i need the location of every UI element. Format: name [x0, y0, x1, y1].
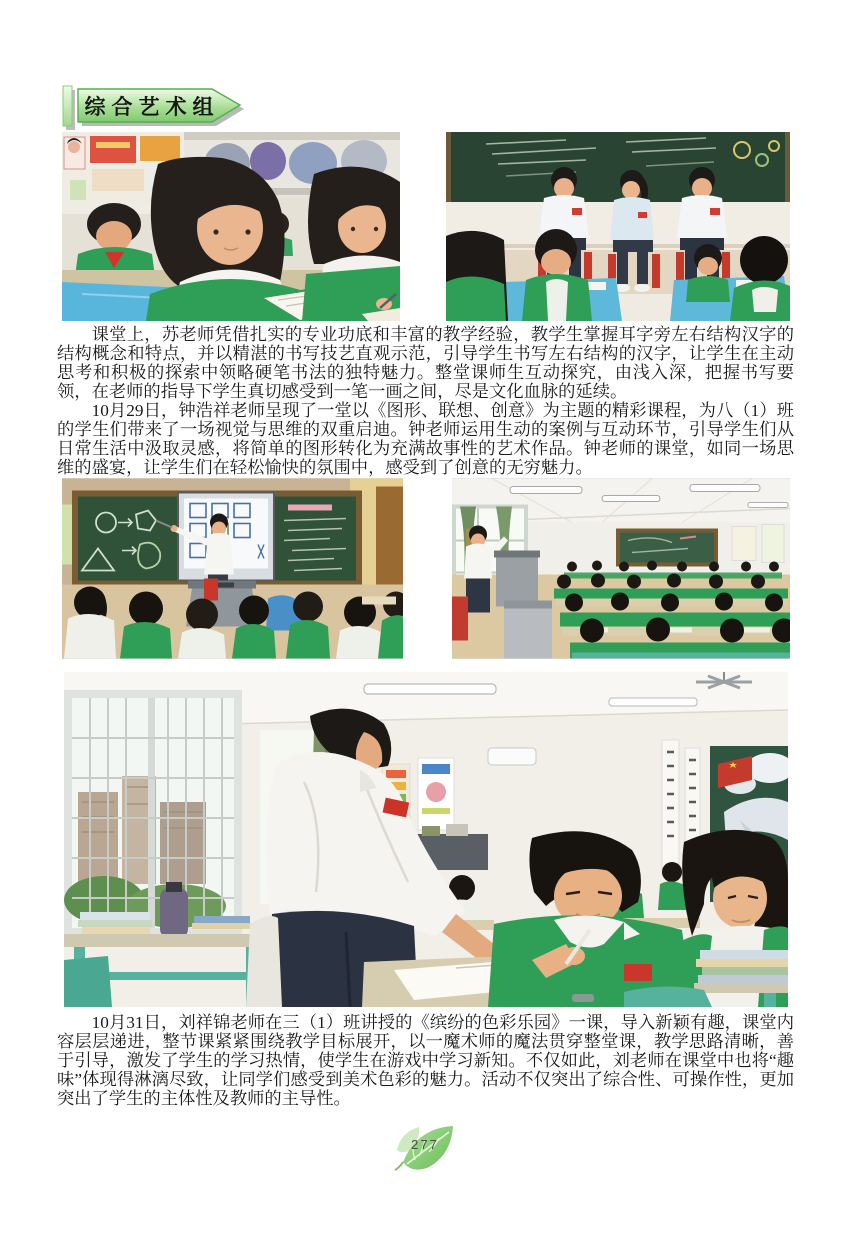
photo5-illustration: [64, 672, 788, 1007]
photo-teacher-helping-student: [64, 672, 788, 1007]
wall-chart2: [762, 525, 784, 563]
wall-chart: [732, 527, 756, 561]
article-text-block-2: [57, 1013, 794, 1108]
section-banner: [62, 84, 252, 130]
photo3-illustration: [62, 478, 403, 659]
air-conditioner: [488, 748, 536, 765]
section-banner-title: 综合艺术组: [84, 94, 220, 119]
paragraph-shapes-lesson: 10月29日，钟浩祥老师呈现了一堂以《图形、联想、创意》为主题的精彩课程，为八（1）班的学生们带来了一场视觉与思维的双重启迪。钟老师运用生动的案例与互动环节，引导学生们从日常生活中汲取灵感，将简单的图形转化为充满故事性的艺术作品。钟老师的课堂，如同一场思维的盛宴，让学生们在轻松愉快的氛围中，感受到了创意的无穷魅力。: [57, 401, 794, 477]
photo-shape-lesson-presentation: [62, 478, 403, 659]
photo4-illustration: [452, 478, 790, 659]
photo-classroom-wide-view: [452, 478, 790, 659]
water-bottle: [160, 888, 188, 938]
page-footer: [389, 1120, 461, 1178]
back-blackboard: [616, 529, 718, 567]
paragraph-color-lesson: 10月31日，刘祥锦老师在三（1）班讲授的《缤纷的色彩乐园》一课，导入新颖有趣，课堂内容层层递进，整节课紧紧围绕教学目标展开，以一魔术师的魔法贯穿整堂课，教学思路清晰，善于引导，激发了学生的学习热情，使学生在游戏中学习新知。不仅如此，刘老师在课堂中也将“趣味”体现得淋漓尽致，让同学们感受到美术色彩的魅力。活动不仅突出了综合性、可操作性，更加突出了学生的主体性及教师的主导性。: [57, 1013, 794, 1108]
photo2-illustration: [446, 132, 790, 321]
paragraph-calligraphy-lesson: 课堂上，苏老师凭借扎实的专业功底和丰富的教学经验，教学生掌握耳字旁左右结构汉字的结构概念和特点，并以精湛的书写技艺直观示范，引导学生书写左右结构的汉字，让学生在主动思考和积极的探索中领略硬笔书法的独特魅力。整堂课师生互动探究，由浅入深，把握书写要领，在老师的指导下学生真切感受到一笔一画之间，尽是文化血脉的延续。: [57, 325, 794, 401]
chair-back: [624, 986, 712, 1007]
photo1-illustration: [62, 132, 400, 321]
cabinet: [504, 601, 552, 659]
page-number: 277: [411, 1137, 439, 1152]
window-with-bars: [64, 690, 242, 936]
student-girl-right: [302, 167, 400, 321]
article-text-block-1: [57, 325, 794, 477]
fire-extinguisher-box: [452, 597, 468, 641]
photo-teachers-observing: [446, 132, 790, 321]
photo-students-writing-closeup: [62, 132, 400, 321]
classroom-door: [376, 487, 403, 597]
red-chair: [204, 579, 218, 601]
blackboard: [446, 132, 790, 210]
